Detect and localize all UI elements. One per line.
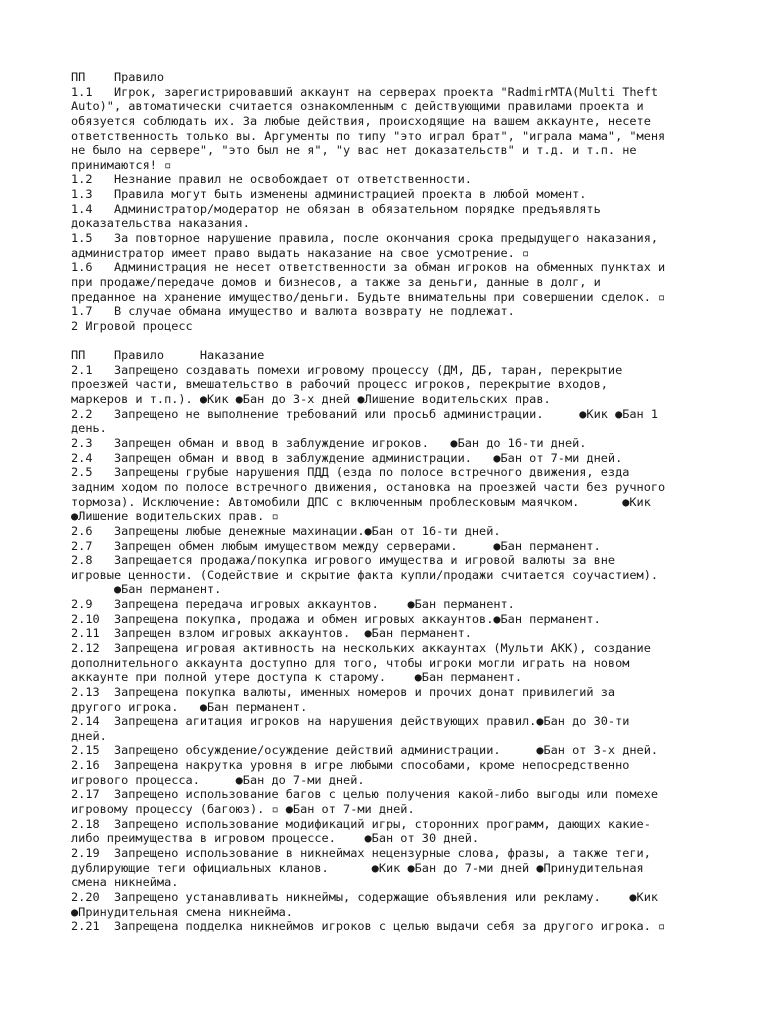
rule-text-line: 2.2 Запрещено не выполнение требований или просьб администрации. ●Кик ●Бан 1 [71,406,659,421]
rule-text-line: день. [71,421,107,436]
rule-text-line: администратор имеет право выдать наказание на свое усмотрение. ▫ [71,245,530,260]
rule-text-line: 2.12 Запрещена игровая активность на нескольких аккаунтах (Мульти АКК), создание [71,640,651,655]
rule-text-line: задним ходом по полосе встречного движения, остановка на проезжей части без ручного [71,479,666,494]
rule-text-line: игровому процессу (багоюз). ▫ ●Бан от 7-ми дней. [71,802,415,817]
rule-text-line: проезжей части, вмешательство в рабочий процесс игроков, перекрытие входов, [71,377,608,392]
rule-text-line: ●Бан перманент. [71,582,222,597]
rule-text-line: преданное на хранение имущество/деньги. Будьте внимательны при совершении сделок. ▫ [71,289,666,304]
rule-text-line: 2 Игровой процесс [71,318,193,333]
rule-text-line: 2.16 Запрещена накрутка уровня в игре любыми способами, кроме непосредственно [71,758,630,773]
section-spacer [71,334,701,349]
rule-text-line: игрового процесса. ●Бан до 7-ми дней. [71,772,365,787]
rule-text-line: 1.1 Игрок, зарегистрировавший аккаунт на серверах проекта "RadmirMTA(Multi Theft [71,84,659,99]
rule-text-line: 2.19 Запрещено использование в никнеймах нецензурные слова, фразы, а также теги, [71,845,651,860]
rule-text-line: тормоза). Исключение: Автомобили ДПС с включенным проблесковым маячком. ●Кик [71,494,651,509]
rule-text-line: доказательства наказания. [71,216,250,231]
rule-text-line: 2.6 Запрещены любые денежные махинации.●Бан от 16-ти дней. [71,523,501,538]
section2-rules [71,363,701,934]
rule-text-line: 1.6 Администрация не несет ответственности за обман игроков на обменных пунктах и [71,260,666,275]
rule-text-line: ●Принудительная смена никнейма. [71,904,293,919]
rule-text-line: 2.3 Запрещен обман и ввод в заблуждение игроков. ●Бан до 16-ти дней. [71,436,587,451]
rule-text-line: 1.2 Незнание правил не освобождает от ответственности. [71,172,472,187]
rule-text-line: 1.5 За повторное нарушение правила, после окончания срока предыдущего наказания, [71,231,659,246]
rule-text-line: 2.8 Запрещается продажа/покупка игрового имущества и игровой валюты за вне [71,553,616,568]
rule-text-line: 2.4 Запрещен обман и ввод в заблуждение администрации. ●Бан от 7-ми дней. [71,450,623,465]
rule-text-line: 2.1 Запрещено создавать помехи игровому процессу (ДМ, ДБ, таран, перекрытие [71,362,623,377]
rule-text-line: 2.11 Запрещен взлом игровых аккаунтов. ●Бан перманент. [71,626,472,641]
rule-text-line: Auto)", автоматически считается ознакомленным с действующими правилами проекта и [71,99,644,114]
rule-text-line: дней. [71,728,107,743]
rule-text-line: принимаются! ▫ [71,157,172,172]
section2-table-header: ПП Правило Наказание [71,348,265,363]
document-page [71,70,701,934]
rule-text-line: 2.9 Запрещена передача игровых аккаунтов. ●Бан перманент. [71,597,515,612]
rule-text-line: 2.10 Запрещена покупка, продажа и обмен игровых аккаунтов.●Бан перманент. [71,611,601,626]
section1-table-header: ПП Правило [71,70,165,84]
rule-text-line: 2.13 Запрещена покупка валюты, именных номеров и прочих донат привилегий за [71,684,616,699]
rule-text-line: 2.17 Запрещено использование багов с целью получения какой-либо выгоды или помехе [71,787,659,802]
rule-text-line: ответственность только вы. Аргументы по типу "это играл брат", "играла мама", "меня [71,128,666,143]
rule-text-line: обязуется соблюдать их. За любые действия, происходящие на вашем аккаунте, несете [71,113,651,128]
rule-text-line: 2.21 Запрещена подделка никнеймов игроков с целью выдачи себя за другого игрока. ▫ [71,919,666,934]
rule-text-line: при продаже/передаче домов и бизнесов, а также за деньги, данные в долг, и [71,274,601,289]
rule-text-line: 2.14 Запрещена агитация игроков на нарушения действующих правил.●Бан до 30-ти [71,714,630,729]
rule-text-line: не было на сервере", "это был не я", "у вас нет доказательств" и т.д. и т.п. не [71,143,637,158]
rule-text-line: 1.7 В случае обмана имущество и валюта возврату не подлежат. [71,304,515,319]
rule-text-line: 1.4 Администратор/модератор не обязан в обязательном порядке предъявлять [71,201,601,216]
rule-text-line: либо преимущества в игровом процессе. ●Бан от 30 дней. [71,831,480,846]
rule-text-line: 2.5 Запрещены грубые нарушения ПДД (езда по полосе встречного движения, езда [71,465,630,480]
rule-text-line: 1.3 Правила могут быть изменены администрацией проекта в любой момент. [71,187,587,202]
rule-text-line: дополнительного аккаунта доступно для того, чтобы игроки могли играть на новом [71,655,630,670]
rule-text-line: 2.15 Запрещено обсуждение/осуждение действий администрации. ●Бан от 3-х дней. [71,743,659,758]
rule-text-line: ●Лишение водительских прав. ▫ [71,509,279,524]
rule-text-line: 2.18 Запрещено использование модификаций игры, сторонних программ, дающих какие- [71,816,651,831]
rule-text-line: смена никнейма. [71,875,179,890]
rule-text-line: другого игрока. ●Бан перманент. [71,699,308,714]
section1-rules [71,85,701,334]
rule-text-line: аккаунте при полной утере доступа к старому. ●Бан перманент. [71,670,523,685]
rule-text-line: игровые ценности. (Содействие и скрытие факта купли/продажи считается соучастием). [71,567,659,582]
rule-text-line: маркеров и т.п.). ●Кик ●Бан до 3-х дней ●Лишение водительских прав. [71,392,551,407]
rule-text-line: дублирующие теги официальных кланов. ●Кик ●Бан до 7-ми дней ●Принудительная [71,860,644,875]
rule-text-line: 2.20 Запрещено устанавливать никнеймы, содержащие объявления или рекламу. ●Кик [71,889,659,904]
rule-text-line: 2.7 Запрещен обмен любым имуществом между серверами. ●Бан перманент. [71,538,601,553]
